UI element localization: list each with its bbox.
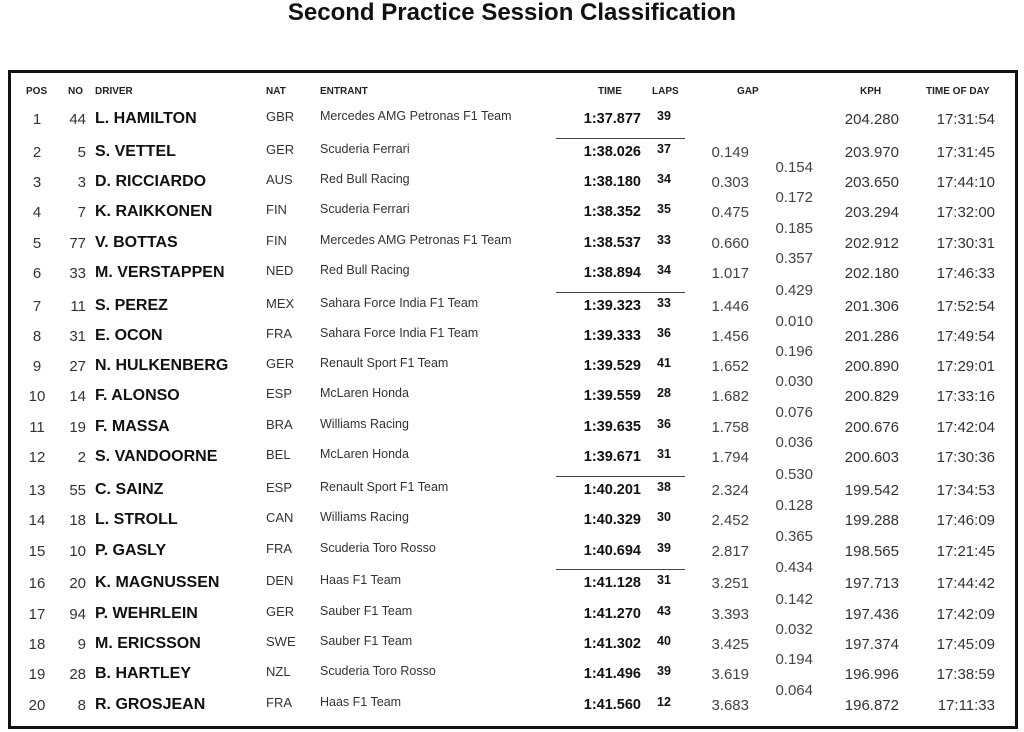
nationality-cell: FIN bbox=[266, 202, 287, 217]
speed-kph-cell: 201.286 bbox=[844, 328, 899, 345]
speed-kph-cell: 200.603 bbox=[844, 449, 899, 466]
entrant-cell: Sahara Force India F1 Team bbox=[320, 326, 479, 340]
lap-time-cell: 1:39.323 bbox=[583, 298, 641, 314]
driver-name-cell: S. PEREZ bbox=[95, 297, 168, 314]
lap-time-cell: 1:38.180 bbox=[583, 174, 641, 190]
laps-cell: 39 bbox=[657, 109, 671, 123]
laps-cell: 43 bbox=[657, 604, 671, 618]
time-of-day-cell: 17:31:54 bbox=[936, 111, 995, 128]
group-separator-line bbox=[556, 138, 685, 139]
entrant-cell: McLaren Honda bbox=[320, 447, 409, 461]
car-number-cell: 18 bbox=[69, 512, 86, 529]
lap-time-cell: 1:40.329 bbox=[583, 512, 641, 528]
position-cell: 1 bbox=[32, 111, 42, 128]
entrant-cell: McLaren Honda bbox=[320, 386, 409, 400]
time-of-day-cell: 17:11:33 bbox=[937, 697, 995, 714]
nationality-cell: DEN bbox=[266, 573, 294, 588]
interval-cell: 0.365 bbox=[775, 527, 813, 545]
driver-name-cell: F. MASSA bbox=[95, 418, 170, 435]
driver-name-cell: B. HARTLEY bbox=[95, 665, 191, 682]
entrant-cell: Scuderia Ferrari bbox=[320, 142, 410, 156]
lap-time-cell: 1:38.894 bbox=[583, 265, 641, 281]
entrant-cell: Williams Racing bbox=[320, 417, 409, 431]
car-number-cell: 94 bbox=[69, 606, 86, 623]
time-of-day-cell: 17:42:09 bbox=[936, 606, 995, 623]
position-cell: 4 bbox=[32, 204, 42, 221]
nationality-cell: SWE bbox=[266, 634, 296, 649]
interval-cell: 0.010 bbox=[775, 313, 813, 330]
time-of-day-cell: 17:31:45 bbox=[936, 144, 995, 161]
car-number-cell: 2 bbox=[77, 449, 86, 466]
gap-cell: 3.393 bbox=[711, 606, 749, 623]
group-separator-line bbox=[556, 476, 685, 477]
laps-cell: 40 bbox=[657, 634, 671, 648]
position-cell: 8 bbox=[32, 328, 42, 345]
time-of-day-cell: 17:21:45 bbox=[936, 543, 995, 560]
nationality-cell: FIN bbox=[266, 233, 287, 248]
position-cell: 19 bbox=[28, 666, 46, 683]
position-cell: 9 bbox=[32, 358, 42, 375]
time-of-day-cell: 17:45:09 bbox=[936, 636, 995, 653]
laps-cell: 39 bbox=[657, 541, 671, 555]
speed-kph-cell: 203.650 bbox=[844, 174, 899, 191]
time-of-day-cell: 17:49:54 bbox=[936, 328, 995, 345]
time-of-day-cell: 17:34:53 bbox=[936, 482, 995, 499]
interval-cell: 0.032 bbox=[775, 621, 813, 638]
nationality-cell: BRA bbox=[266, 417, 293, 432]
nationality-cell: ESP bbox=[266, 386, 293, 401]
nationality-cell: FRA bbox=[266, 541, 292, 556]
nationality-cell: NED bbox=[266, 263, 294, 278]
header-entrant: ENTRANT bbox=[320, 86, 368, 97]
position-cell: 17 bbox=[28, 606, 46, 623]
laps-cell: 35 bbox=[657, 202, 671, 216]
time-of-day-cell: 17:30:31 bbox=[936, 235, 995, 252]
lap-time-cell: 1:38.026 bbox=[583, 144, 641, 160]
time-of-day-cell: 17:38:59 bbox=[936, 666, 995, 683]
speed-kph-cell: 202.180 bbox=[844, 265, 899, 282]
interval-cell: 0.172 bbox=[775, 189, 813, 206]
gap-cell: 1.682 bbox=[711, 388, 749, 405]
driver-name-cell: L. HAMILTON bbox=[95, 110, 197, 127]
laps-cell: 31 bbox=[657, 447, 671, 461]
entrant-cell: Williams Racing bbox=[320, 510, 409, 524]
gap-cell: 3.251 bbox=[711, 575, 749, 592]
interval-cell: 0.076 bbox=[775, 403, 813, 421]
speed-kph-cell: 203.970 bbox=[844, 144, 899, 161]
position-cell: 20 bbox=[28, 697, 46, 714]
speed-kph-cell: 197.374 bbox=[844, 636, 899, 653]
gap-cell: 0.475 bbox=[711, 204, 749, 221]
nationality-cell: GER bbox=[266, 356, 295, 371]
gap-cell: 0.303 bbox=[711, 174, 749, 191]
time-of-day-cell: 17:32:00 bbox=[936, 204, 995, 221]
time-of-day-cell: 17:46:33 bbox=[936, 265, 995, 282]
driver-name-cell: S. VETTEL bbox=[95, 143, 176, 160]
speed-kph-cell: 199.542 bbox=[844, 482, 899, 499]
car-number-cell: 33 bbox=[69, 265, 86, 282]
car-number-cell: 77 bbox=[69, 235, 86, 252]
speed-kph-cell: 200.890 bbox=[844, 358, 899, 375]
position-cell: 10 bbox=[28, 388, 46, 405]
lap-time-cell: 1:39.333 bbox=[583, 328, 641, 344]
entrant-cell: Haas F1 Team bbox=[320, 573, 402, 587]
time-of-day-cell: 17:30:36 bbox=[936, 449, 995, 466]
interval-cell: 0.196 bbox=[775, 343, 813, 360]
gap-cell: 1.652 bbox=[711, 358, 749, 375]
header-time-of-day: TIME OF DAY bbox=[926, 86, 990, 97]
nationality-cell: FRA bbox=[266, 326, 292, 341]
position-cell: 7 bbox=[32, 298, 42, 315]
driver-name-cell: D. RICCIARDO bbox=[95, 173, 207, 190]
header-driver: DRIVER bbox=[95, 86, 133, 97]
driver-name-cell: C. SAINZ bbox=[95, 481, 164, 498]
group-separator-line bbox=[556, 292, 685, 293]
speed-kph-cell: 200.829 bbox=[844, 388, 899, 405]
interval-cell: 0.154 bbox=[775, 159, 813, 176]
laps-cell: 33 bbox=[657, 296, 671, 310]
driver-name-cell: K. RAIKKONEN bbox=[95, 203, 213, 220]
position-cell: 5 bbox=[32, 235, 42, 252]
nationality-cell: GER bbox=[266, 142, 295, 157]
gap-cell: 0.149 bbox=[711, 144, 749, 161]
header-nat: NAT bbox=[266, 86, 286, 97]
position-cell: 11 bbox=[29, 419, 45, 436]
laps-cell: 30 bbox=[657, 510, 671, 524]
speed-kph-cell: 199.288 bbox=[844, 512, 899, 529]
driver-name-cell: E. OCON bbox=[95, 327, 163, 344]
gap-cell: 3.425 bbox=[711, 636, 749, 653]
lap-time-cell: 1:38.537 bbox=[583, 235, 641, 251]
car-number-cell: 10 bbox=[69, 543, 86, 560]
speed-kph-cell: 197.713 bbox=[844, 575, 899, 592]
speed-kph-cell: 198.565 bbox=[844, 543, 899, 560]
car-number-cell: 27 bbox=[69, 358, 86, 375]
lap-time-cell: 1:39.559 bbox=[583, 388, 641, 404]
time-of-day-cell: 17:46:09 bbox=[936, 512, 995, 529]
position-cell: 18 bbox=[28, 636, 46, 653]
laps-cell: 39 bbox=[657, 664, 671, 678]
position-cell: 12 bbox=[28, 449, 46, 466]
position-cell: 13 bbox=[28, 482, 46, 499]
gap-cell: 1.456 bbox=[711, 328, 749, 345]
car-number-cell: 11 bbox=[70, 298, 86, 315]
lap-time-cell: 1:41.496 bbox=[583, 666, 641, 682]
gap-cell: 3.683 bbox=[711, 697, 749, 714]
car-number-cell: 28 bbox=[69, 666, 86, 683]
interval-cell: 0.128 bbox=[775, 497, 813, 514]
interval-cell: 0.194 bbox=[775, 651, 813, 668]
entrant-cell: Renault Sport F1 Team bbox=[320, 356, 449, 370]
laps-cell: 33 bbox=[657, 233, 671, 247]
laps-cell: 34 bbox=[657, 172, 671, 186]
entrant-cell: Mercedes AMG Petronas F1 Team bbox=[320, 233, 512, 247]
header-time: TIME bbox=[598, 86, 622, 97]
driver-name-cell: K. MAGNUSSEN bbox=[95, 574, 220, 591]
driver-name-cell: P. WEHRLEIN bbox=[95, 605, 198, 622]
laps-cell: 34 bbox=[657, 263, 671, 277]
driver-name-cell: V. BOTTAS bbox=[95, 234, 178, 251]
lap-time-cell: 1:38.352 bbox=[583, 204, 641, 220]
entrant-cell: Scuderia Toro Rosso bbox=[320, 664, 436, 678]
laps-cell: 36 bbox=[657, 417, 671, 431]
interval-cell: 0.030 bbox=[775, 373, 813, 390]
time-of-day-cell: 17:52:54 bbox=[936, 298, 995, 315]
position-cell: 15 bbox=[28, 543, 46, 560]
laps-cell: 28 bbox=[657, 386, 671, 400]
car-number-cell: 14 bbox=[69, 388, 86, 405]
interval-cell: 0.185 bbox=[775, 219, 813, 237]
driver-name-cell: L. STROLL bbox=[95, 511, 178, 528]
lap-time-cell: 1:40.694 bbox=[583, 543, 641, 559]
gap-cell: 0.660 bbox=[711, 235, 749, 252]
gap-cell: 3.619 bbox=[711, 666, 749, 683]
gap-cell: 2.817 bbox=[711, 543, 749, 560]
laps-cell: 41 bbox=[657, 356, 671, 370]
nationality-cell: BEL bbox=[266, 447, 291, 462]
entrant-cell: Scuderia Ferrari bbox=[320, 202, 410, 216]
entrant-cell: Sauber F1 Team bbox=[320, 604, 413, 618]
car-number-cell: 8 bbox=[77, 697, 86, 714]
position-cell: 6 bbox=[32, 265, 42, 282]
time-of-day-cell: 17:44:42 bbox=[936, 575, 995, 592]
interval-cell: 0.064 bbox=[775, 681, 813, 699]
nationality-cell: GBR bbox=[266, 109, 295, 124]
header-pos: POS bbox=[26, 86, 48, 97]
interval-cell: 0.036 bbox=[775, 434, 813, 451]
gap-cell: 2.324 bbox=[711, 482, 749, 499]
laps-cell: 38 bbox=[657, 480, 671, 494]
interval-cell: 0.530 bbox=[775, 465, 813, 483]
lap-time-cell: 1:41.270 bbox=[583, 606, 641, 622]
gap-cell: 1.017 bbox=[711, 265, 749, 282]
speed-kph-cell: 204.280 bbox=[844, 111, 899, 128]
laps-cell: 12 bbox=[657, 695, 671, 709]
entrant-cell: Haas F1 Team bbox=[320, 695, 402, 709]
driver-name-cell: R. GROSJEAN bbox=[95, 696, 206, 713]
entrant-cell: Sahara Force India F1 Team bbox=[320, 296, 479, 310]
lap-time-cell: 1:39.671 bbox=[583, 449, 641, 465]
speed-kph-cell: 196.996 bbox=[844, 666, 899, 683]
time-of-day-cell: 17:33:16 bbox=[936, 388, 995, 405]
car-number-cell: 19 bbox=[69, 419, 86, 436]
position-cell: 14 bbox=[28, 512, 46, 529]
time-of-day-cell: 17:42:04 bbox=[936, 419, 995, 436]
nationality-cell: GER bbox=[266, 604, 295, 619]
interval-cell: 0.429 bbox=[775, 281, 813, 299]
car-number-cell: 20 bbox=[69, 575, 86, 592]
driver-name-cell: S. VANDOORNE bbox=[95, 448, 218, 465]
driver-name-cell: N. HULKENBERG bbox=[95, 357, 229, 374]
car-number-cell: 44 bbox=[69, 111, 86, 128]
interval-cell: 0.434 bbox=[775, 559, 813, 576]
speed-kph-cell: 201.306 bbox=[844, 298, 899, 315]
header-no: NO bbox=[68, 86, 83, 97]
time-of-day-cell: 17:29:01 bbox=[936, 358, 995, 375]
lap-time-cell: 1:40.201 bbox=[583, 482, 641, 498]
lap-time-cell: 1:39.529 bbox=[583, 358, 641, 374]
speed-kph-cell: 196.872 bbox=[844, 697, 899, 714]
position-cell: 2 bbox=[32, 144, 42, 161]
driver-name-cell: P. GASLY bbox=[95, 542, 167, 559]
nationality-cell: ESP bbox=[266, 480, 293, 495]
nationality-cell: NZL bbox=[266, 664, 291, 679]
gap-cell: 1.446 bbox=[711, 298, 749, 315]
page-title: Second Practice Session Classification bbox=[287, 0, 737, 26]
entrant-cell: Scuderia Toro Rosso bbox=[320, 541, 436, 555]
speed-kph-cell: 202.912 bbox=[844, 235, 899, 252]
nationality-cell: AUS bbox=[266, 172, 293, 187]
car-number-cell: 5 bbox=[77, 144, 86, 161]
driver-name-cell: M. ERICSSON bbox=[95, 635, 201, 652]
nationality-cell: MEX bbox=[266, 296, 295, 311]
header-gap: GAP bbox=[737, 86, 759, 97]
laps-cell: 37 bbox=[657, 142, 671, 156]
entrant-cell: Red Bull Racing bbox=[320, 172, 410, 186]
speed-kph-cell: 200.676 bbox=[844, 419, 899, 436]
header-kph: KPH bbox=[860, 86, 882, 97]
gap-cell: 1.758 bbox=[711, 419, 749, 436]
header-laps: LAPS bbox=[652, 86, 679, 97]
lap-time-cell: 1:41.560 bbox=[583, 697, 641, 713]
car-number-cell: 31 bbox=[69, 328, 86, 345]
driver-name-cell: F. ALONSO bbox=[95, 387, 180, 404]
entrant-cell: Mercedes AMG Petronas F1 Team bbox=[320, 109, 512, 123]
entrant-cell: Red Bull Racing bbox=[320, 263, 410, 277]
car-number-cell: 7 bbox=[77, 204, 86, 221]
car-number-cell: 9 bbox=[77, 636, 86, 653]
entrant-cell: Renault Sport F1 Team bbox=[320, 480, 449, 494]
laps-cell: 31 bbox=[657, 573, 671, 587]
gap-cell: 1.794 bbox=[711, 449, 749, 466]
gap-cell: 2.452 bbox=[711, 512, 749, 529]
nationality-cell: CAN bbox=[266, 510, 294, 525]
nationality-cell: FRA bbox=[266, 695, 292, 710]
car-number-cell: 55 bbox=[69, 482, 86, 499]
position-cell: 3 bbox=[32, 174, 42, 191]
interval-cell: 0.357 bbox=[775, 250, 813, 267]
lap-time-cell: 1:37.877 bbox=[583, 111, 641, 127]
group-separator-line bbox=[556, 569, 685, 570]
entrant-cell: Sauber F1 Team bbox=[320, 634, 413, 648]
lap-time-cell: 1:39.635 bbox=[583, 419, 641, 435]
car-number-cell: 3 bbox=[77, 174, 86, 191]
speed-kph-cell: 203.294 bbox=[844, 204, 899, 221]
lap-time-cell: 1:41.128 bbox=[583, 575, 641, 591]
interval-cell: 0.142 bbox=[775, 590, 813, 608]
speed-kph-cell: 197.436 bbox=[844, 606, 899, 623]
lap-time-cell: 1:41.302 bbox=[583, 636, 641, 652]
position-cell: 16 bbox=[28, 575, 46, 592]
time-of-day-cell: 17:44:10 bbox=[936, 174, 995, 191]
laps-cell: 36 bbox=[657, 326, 671, 340]
driver-name-cell: M. VERSTAPPEN bbox=[95, 264, 225, 281]
